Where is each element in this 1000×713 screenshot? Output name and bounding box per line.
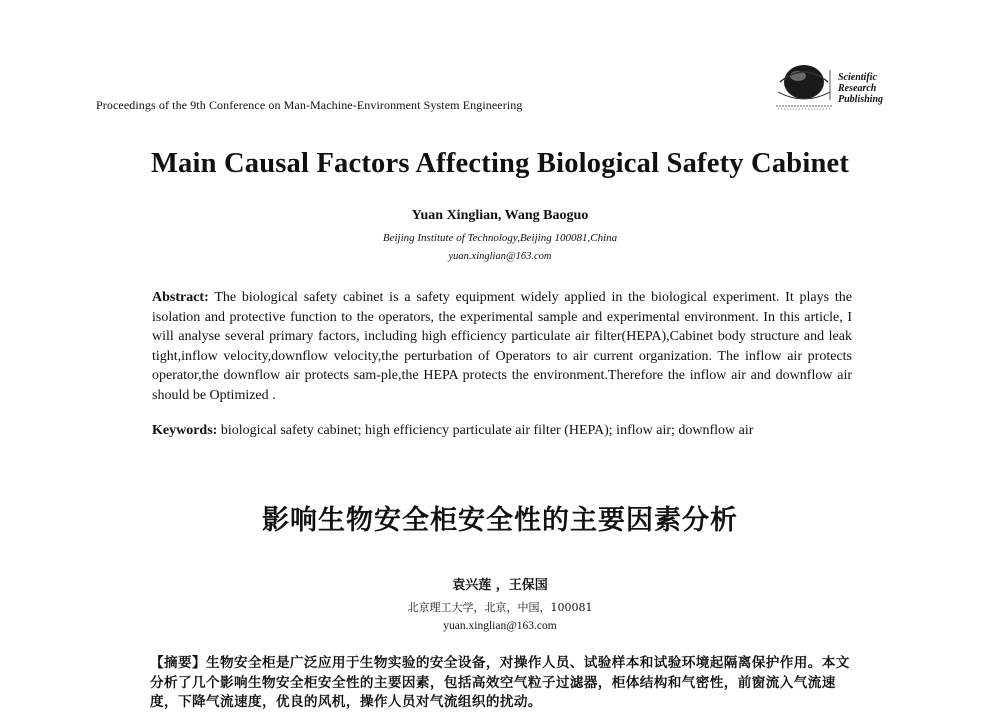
scientific-research-publishing-logo-icon — [774, 62, 834, 112]
abstract-text: The biological safety cabinet is a safety equipment widely applied in the biological experiment. It plays the isolation and protective function to the operators, the experimental sample and experimental environment. In this article, I will analyse several primary factors, including high efficiency particulate air filter(HEPA),Cabinet body structure and leak tight,inflow velocity,downflow velocity,the perturbation of Operators to air current organization. The inflow air protects operator,the downflow air protects sam-ple,the HEPA protects the environment.Therefore the inflow air and downflow air should be Optimized . — [152, 290, 852, 403]
chinese-title: 影响生物安全柜安全性的主要因素分析 — [262, 505, 738, 536]
paper-affiliation: Beijing Institute of Technology,Beijing 100081,China — [382, 232, 618, 244]
keywords-text: biological safety cabinet; high efficiency particulate air filter (HEPA); inflow air; downflow air — [217, 423, 754, 438]
publisher-logo — [774, 60, 898, 112]
abstract — [152, 288, 852, 406]
publisher-line-2: Research — [838, 83, 877, 94]
publisher-line-3: Publishing — [838, 94, 884, 105]
keywords — [152, 423, 852, 439]
proceedings-header: Proceedings of the 9th Conference on Man-Machine-Environment System Engineering — [96, 98, 523, 112]
publisher-line-1: Scientific — [838, 72, 877, 83]
paper-title: Main Causal Factors Affecting Biological Safety Cabinet — [150, 148, 850, 179]
keywords-label: Keywords: — [152, 423, 218, 438]
paper-email: yuan.xinglian@163.com — [448, 251, 552, 262]
paper-authors: Yuan Xinglian, Wang Baoguo — [411, 208, 589, 223]
chinese-affiliation: 北京理工大学，北京，中国，100081 — [407, 601, 593, 614]
chinese-authors: 袁兴莲 ，王保国 — [452, 578, 548, 593]
chinese-abstract: 【摘要】生物安全柜是广泛应用于生物实验的安全设备，对操作人员、试验样本和试验环境起隔离保护作用。本文分析了几个影响生物安全柜安全性的主要因素，包括高效空气粒子过滤器，柜体结构和气密性，前窗流入气流速度，下降气流速度，优良的风机，操作人员对气流组织的扰动。 — [150, 655, 850, 710]
chinese-email: yuan.xinglian@163.com — [443, 620, 557, 632]
abstract-label: Abstract: — [152, 290, 209, 305]
